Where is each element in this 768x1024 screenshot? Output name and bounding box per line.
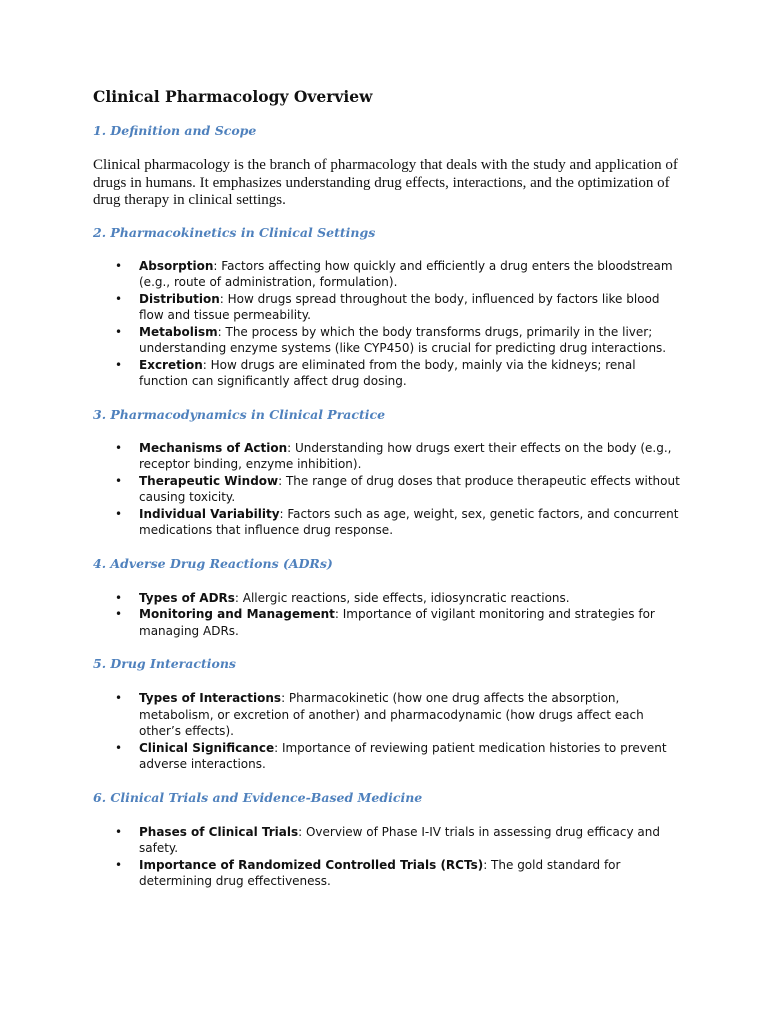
bullet-icon: • <box>115 473 123 488</box>
list-item-text: : Pharmacokinetic (how one drug affects the absorption, metabolism, or excretion of another) and pharmacodynamic (how drugs affect each other’s effects). <box>139 691 644 738</box>
list-item-text: : Factors affecting how quickly and efficiently a drug enters the bloodstream (e.g., route of administration, formulation). <box>139 258 673 289</box>
list-item-term: Monitoring and Management <box>139 607 335 621</box>
list-item-text: : How drugs are eliminated from the body, mainly via the kidneys; renal function can significantly affect drug dosing. <box>139 357 636 388</box>
list-item-text: : Understanding how drugs exert their effects on the body (e.g., receptor binding, enzyme inhibition). <box>139 440 672 471</box>
clinical-trials-list <box>93 824 683 890</box>
list-item-term: Absorption <box>139 258 214 273</box>
list-item-term: Individual Variability <box>139 506 280 521</box>
list-item <box>93 291 683 324</box>
bullet-icon: • <box>115 824 123 839</box>
pharmacodynamics-list <box>93 440 683 539</box>
list-item-term: Therapeutic Window <box>139 473 279 488</box>
bullet-icon: • <box>115 607 123 621</box>
list-item-text: : The gold standard for determining drug effectiveness. <box>139 857 621 888</box>
bullet-icon: • <box>115 590 123 605</box>
list-item <box>93 440 683 473</box>
list-item-term: Importance of Randomized Controlled Trials (RCTs) <box>139 857 484 872</box>
list-item <box>93 690 683 740</box>
pharmacokinetics-list <box>93 258 683 390</box>
list-item <box>93 357 683 390</box>
list-item <box>93 506 683 539</box>
bullet-icon: • <box>115 857 123 872</box>
document-title: Clinical Pharmacology Overview <box>93 87 373 106</box>
definition-paragraph: Clinical pharmacology is the branch of pharmacology that deals with the study and application of drugs in humans. It emphasizes understanding drug effects, interactions, and the optimization of drug therapy in clinical settings. <box>93 157 678 208</box>
list-item-term: Metabolism <box>139 324 218 339</box>
list-item-term: Types of Interactions <box>139 691 282 705</box>
list-item-term: Distribution <box>139 291 220 306</box>
list-item <box>93 590 683 607</box>
list-item <box>93 258 683 291</box>
section-heading-clinical-trials: 6. Clinical Trials and Evidence-Based Medicine <box>93 789 423 805</box>
bullet-icon: • <box>115 291 123 306</box>
list-item-term: Phases of Clinical Trials <box>139 824 299 839</box>
bullet-icon: • <box>115 506 123 521</box>
bullet-icon: • <box>115 324 123 339</box>
list-item-term: Types of ADRs <box>139 590 235 605</box>
list-item-text: : Allergic reactions, side effects, idiosyncratic reactions. <box>234 590 570 605</box>
list-item <box>93 824 683 857</box>
bullet-icon: • <box>115 440 123 455</box>
list-item <box>93 857 683 890</box>
list-item-text: : How drugs spread throughout the body, influenced by factors like blood flow and tissue permeability. <box>139 291 660 322</box>
list-item <box>93 473 683 506</box>
section-heading-pharmacokinetics: 2. Pharmacokinetics in Clinical Settings <box>93 224 376 240</box>
list-item-term: Excretion <box>139 357 203 372</box>
section-heading-adverse-reactions: 4. Adverse Drug Reactions (ADRs) <box>93 555 333 571</box>
section-heading-drug-interactions: 5. Drug Interactions <box>93 656 236 671</box>
list-item-text: : Importance of reviewing patient medication histories to prevent adverse interactions. <box>139 740 667 771</box>
list-item <box>93 740 683 773</box>
document-page <box>93 86 683 890</box>
adverse-reactions-list <box>93 590 683 640</box>
section-heading-pharmacodynamics: 3. Pharmacodynamics in Clinical Practice <box>93 406 386 422</box>
list-item-text: : Importance of vigilant monitoring and strategies for managing ADRs. <box>139 607 655 638</box>
list-item-text: : The range of drug doses that produce therapeutic effects without causing toxicity. <box>139 473 680 504</box>
list-item-text: : The process by which the body transforms drugs, primarily in the liver; understanding enzyme systems (like CYP450) is crucial for predicting drug interactions. <box>139 324 667 355</box>
list-item-text: : Overview of Phase I-IV trials in assessing drug efficacy and safety. <box>139 824 660 855</box>
list-item-term: Clinical Significance <box>139 740 275 755</box>
drug-interactions-list <box>93 690 683 773</box>
list-item <box>93 606 683 639</box>
bullet-icon: • <box>115 740 123 755</box>
section-heading-definition: 1. Definition and Scope <box>93 123 257 138</box>
bullet-icon: • <box>115 357 123 372</box>
list-item-text: : Factors such as age, weight, sex, genetic factors, and concurrent medications that influence drug response. <box>139 506 679 537</box>
bullet-icon: • <box>115 691 123 705</box>
bullet-icon: • <box>115 258 123 273</box>
list-item-term: Mechanisms of Action <box>139 440 288 455</box>
list-item <box>93 324 683 357</box>
